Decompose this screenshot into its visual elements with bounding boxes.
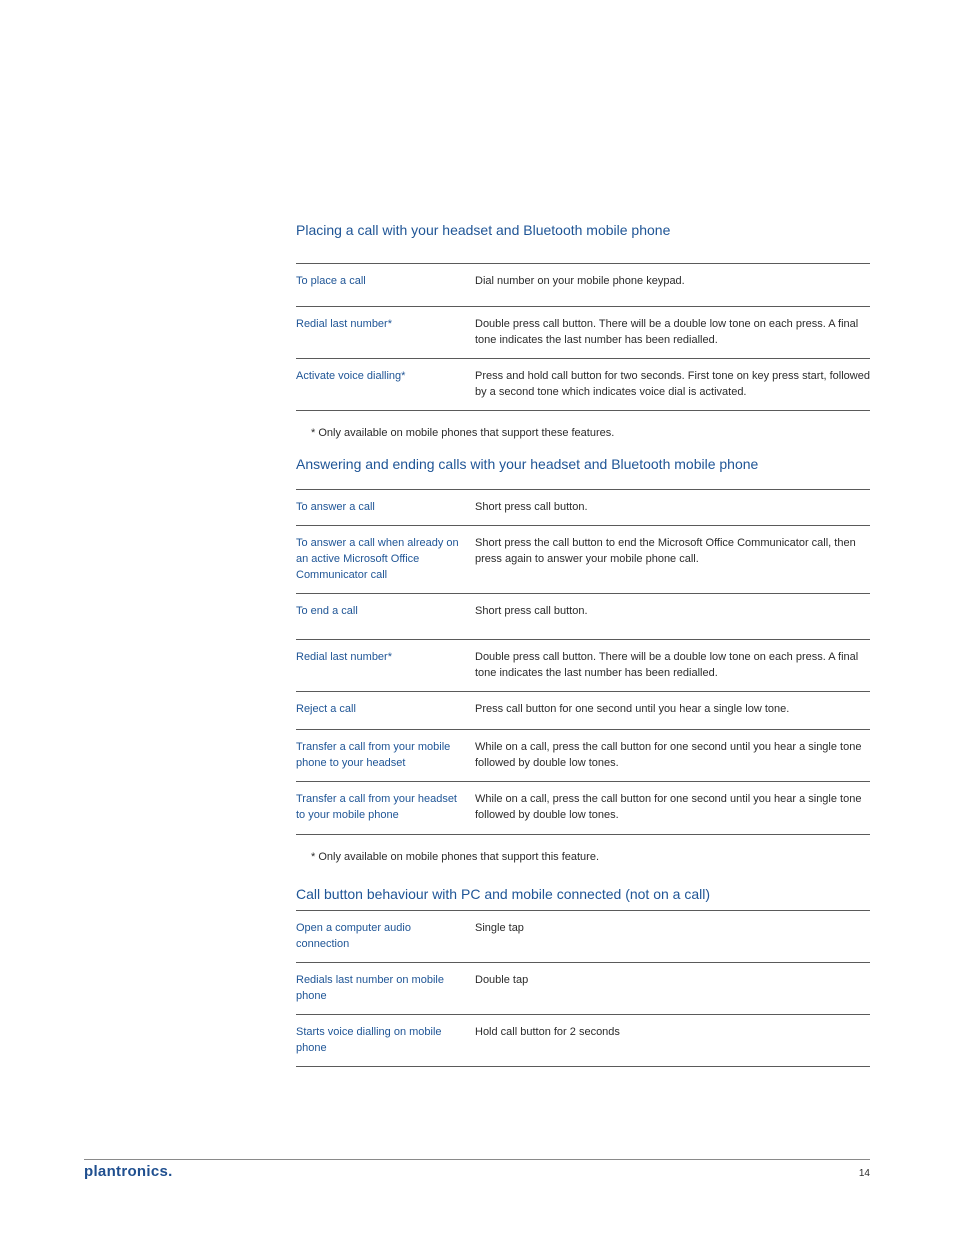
action-description: Short press call button.: [475, 605, 588, 617]
section-heading-answering-calls: Answering and ending calls with your headset and Bluetooth mobile phone: [296, 456, 759, 472]
action-description: Dial number on your mobile phone keypad.: [475, 275, 685, 287]
table-row: [296, 691, 870, 729]
action-description: Press call button for one second until you hear a single low tone.: [475, 703, 790, 715]
action-description: Double press call button. There will be a double low tone on each press. A final tone indicates the last number has been redialled.: [475, 651, 859, 679]
page-number: 14: [858, 1168, 870, 1179]
action-description: Double tap: [475, 974, 529, 986]
table-row: [296, 1014, 870, 1067]
table-row: [296, 306, 870, 358]
table-row: [296, 639, 870, 691]
table-row: [296, 593, 870, 639]
action-label: Starts voice dialling on mobile phone: [296, 1026, 442, 1054]
plantronics-logo: plantronics.: [84, 1163, 173, 1180]
table-row: [296, 962, 870, 1014]
action-label: Redials last number on mobile phone: [296, 974, 444, 1002]
action-label: Transfer a call from your headset to your mobile phone: [296, 793, 457, 821]
call-button-behaviour-table: [296, 910, 870, 1067]
footnote: * Only available on mobile phones that support these features.: [311, 427, 615, 439]
table-row: [296, 729, 870, 781]
action-label: Redial last number*: [296, 318, 392, 330]
action-description: Double press call button. There will be a double low tone on each press. A final tone indicates the last number has been redialled.: [475, 318, 859, 346]
action-description: Press and hold call button for two seconds. First tone on key press start, followed by a second tone which indicates voice dial is activated.: [475, 370, 870, 398]
table-row: [296, 489, 870, 525]
action-label: Redial last number*: [296, 651, 392, 663]
section-heading-placing-call: Placing a call with your headset and Bluetooth mobile phone: [296, 222, 671, 238]
table-row: [296, 910, 870, 962]
action-label: To end a call: [296, 605, 358, 617]
action-label: Transfer a call from your mobile phone to your headset: [296, 741, 451, 769]
table-row: [296, 525, 870, 593]
table-row: [296, 263, 870, 306]
placing-call-table: [296, 263, 870, 411]
action-label: Activate voice dialling*: [296, 370, 406, 382]
action-label: To answer a call when already on an active Microsoft Office Communicator call: [296, 537, 459, 581]
action-label: Reject a call: [296, 703, 356, 715]
table-row: [296, 358, 870, 411]
action-description: While on a call, press the call button for one second until you hear a single tone followed by double low tones.: [475, 793, 862, 821]
answering-calls-table: [296, 489, 870, 835]
section-heading-call-button-behaviour: Call button behaviour with PC and mobile connected (not on a call): [296, 886, 711, 902]
action-description: Short press the call button to end the Microsoft Office Communicator call, then press again to answer your mobile phone call.: [475, 537, 856, 565]
footnote: * Only available on mobile phones that support this feature.: [311, 851, 600, 863]
action-description: While on a call, press the call button for one second until you hear a single tone followed by double low tones.: [475, 741, 862, 769]
action-label: Open a computer audio connection: [296, 922, 411, 950]
action-description: Short press call button.: [475, 501, 588, 513]
action-label: To place a call: [296, 275, 366, 287]
action-description: Single tap: [475, 922, 524, 934]
action-label: To answer a call: [296, 501, 375, 513]
table-row: [296, 781, 870, 835]
footer-divider: [84, 1159, 870, 1160]
action-description: Hold call button for 2 seconds: [475, 1026, 620, 1038]
